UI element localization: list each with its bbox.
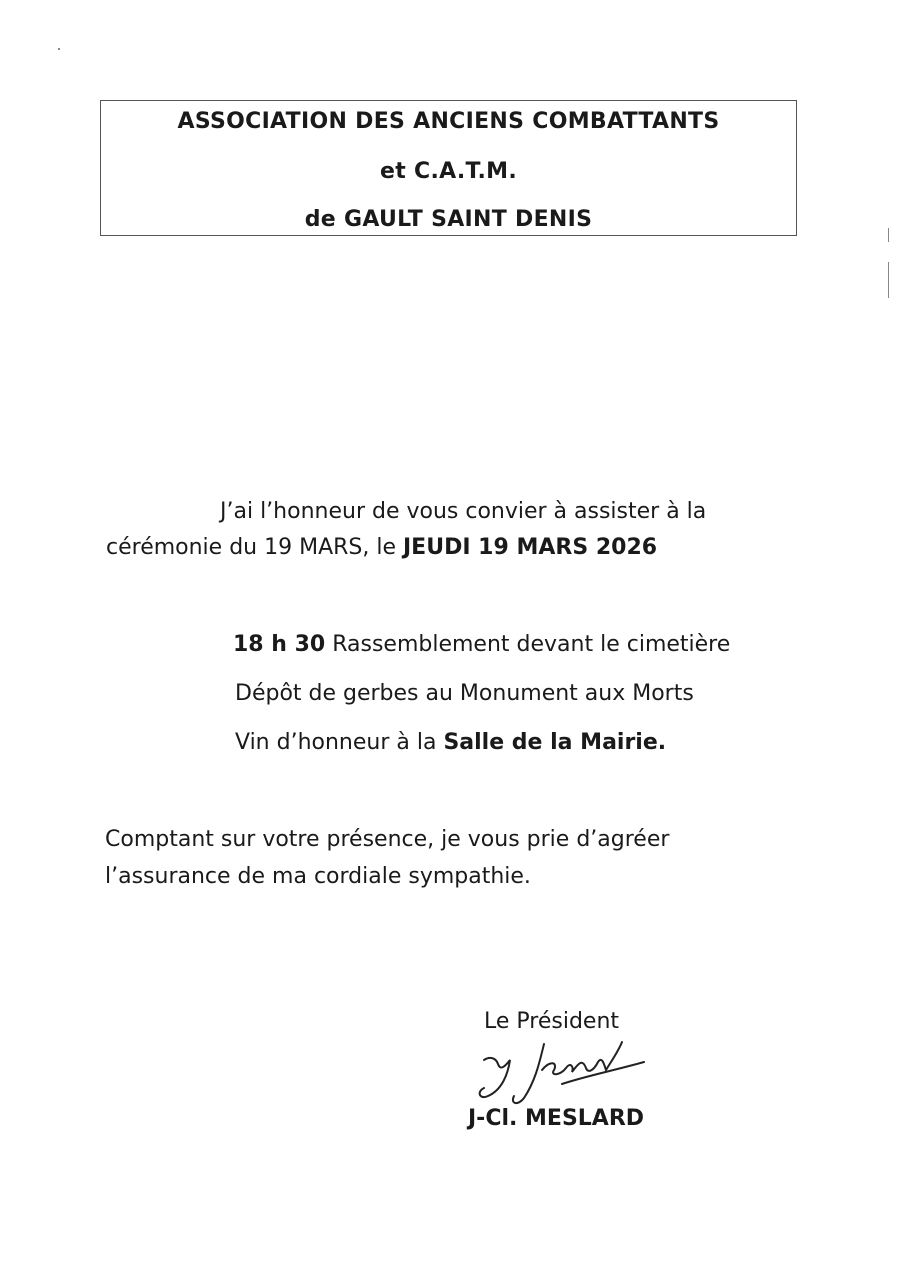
invitation-line-2-text: cérémonie du 19 MARS, le xyxy=(106,535,403,560)
scan-speck xyxy=(58,48,60,50)
association-subtitle: et C.A.T.M. xyxy=(380,159,517,184)
closing-line-1: Comptant sur votre présence, je vous prie d’agréer xyxy=(105,827,670,852)
association-header-box xyxy=(100,100,797,236)
scan-speck xyxy=(888,262,889,298)
program-item-gathering xyxy=(233,634,730,656)
invitation-line-2 xyxy=(106,537,657,559)
gathering-text: Rassemblement devant le cimetière xyxy=(325,632,731,657)
handwritten-signature xyxy=(466,1030,656,1112)
event-time: 18 h 30 xyxy=(233,632,326,657)
event-date: JEUDI 19 MARS 2026 xyxy=(403,535,658,560)
closing-line-2: l’assurance de ma cordiale sympathie. xyxy=(105,864,531,889)
reception-text: Vin d’honneur à la xyxy=(235,730,444,755)
association-name: ASSOCIATION DES ANCIENS COMBATTANTS xyxy=(177,109,720,134)
scan-speck xyxy=(888,228,889,242)
association-location: de GAULT SAINT DENIS xyxy=(304,207,593,232)
signatory-name: J-Cl. MESLARD xyxy=(468,1106,645,1131)
program-item-reception xyxy=(235,732,666,754)
program-item-wreath: Dépôt de gerbes au Monument aux Morts xyxy=(235,681,694,706)
reception-venue: Salle de la Mairie. xyxy=(443,730,667,755)
signatory-title: Le Président xyxy=(484,1009,620,1034)
invitation-line-1: J’ai l’honneur de vous convier à assister à la xyxy=(220,499,707,524)
